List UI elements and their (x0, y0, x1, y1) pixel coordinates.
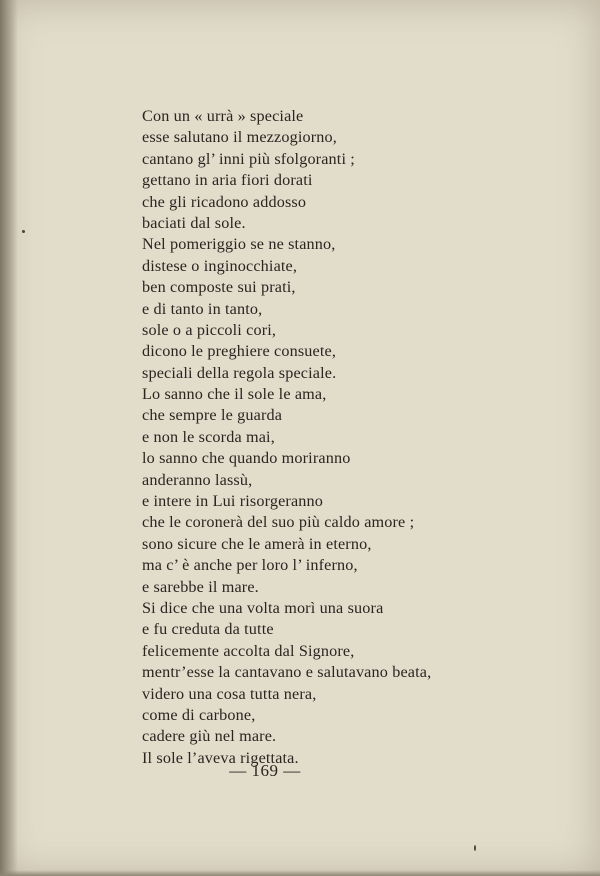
poem-line: Il sole l’aveva rigettata. (142, 748, 299, 767)
poem-line: cantano gl’ inni più sfolgoranti ; (142, 149, 355, 168)
poem-line: e sarebbe il mare. (142, 577, 259, 596)
poem-line: e di tanto in tanto, (142, 299, 263, 318)
poem-line: videro una cosa tutta nera, (142, 684, 317, 703)
poem-line: ben composte sui prati, (142, 278, 296, 297)
poem-line: Con un « urrà » speciale (142, 107, 304, 125)
poem-line: sono sicure che le amerà in eterno, (142, 534, 372, 553)
poem-line: Lo sanno che il sole le ama, (142, 385, 327, 404)
page-number: — 169 — (229, 761, 301, 780)
ink-speck (474, 845, 476, 851)
poem-line: e non le scorda mai, (142, 427, 275, 446)
poem-line: dicono le preghiere consuete, (142, 342, 337, 361)
poem-line: esse salutano il mezzogiorno, (142, 128, 337, 147)
poem-line: distese o inginocchiate, (142, 256, 298, 275)
poem-line: e intere in Lui risorgeranno (142, 492, 324, 511)
poem-line: lo sanno che quando moriranno (142, 449, 351, 468)
page-bottom-edge (0, 870, 600, 876)
poem-text (142, 106, 562, 769)
poem-line: che gli ricadono addosso (142, 192, 307, 211)
poem-line: speciali della regola speciale. (142, 363, 337, 382)
poem-line: ma c’ è anche per loro l’ inferno, (142, 556, 358, 575)
poem-line: felicemente accolta dal Signore, (142, 641, 355, 660)
poem-line: gettano in aria fiori dorati (142, 171, 313, 190)
poem-line: baciati dal sole. (142, 213, 246, 232)
poem-line: cadere giù nel mare. (142, 727, 277, 746)
poem-line: Si dice che una volta morì una suora (142, 598, 384, 617)
poem-line: che le coronerà del suo più caldo amore ; (142, 513, 415, 532)
page-spine-shadow (0, 0, 18, 876)
poem-line: mentr’esse la cantavano e salutavano beata, (142, 663, 432, 682)
poem-line: e fu creduta da tutte (142, 620, 274, 639)
poem-line: Nel pomeriggio se ne stanno, (142, 235, 336, 254)
poem-line: come di carbone, (142, 705, 256, 724)
ink-speck (22, 230, 25, 233)
poem-line: che sempre le guarda (142, 406, 283, 425)
poem-line: sole o a piccoli cori, (142, 320, 277, 339)
poem-line: anderanno lassù, (142, 470, 253, 489)
